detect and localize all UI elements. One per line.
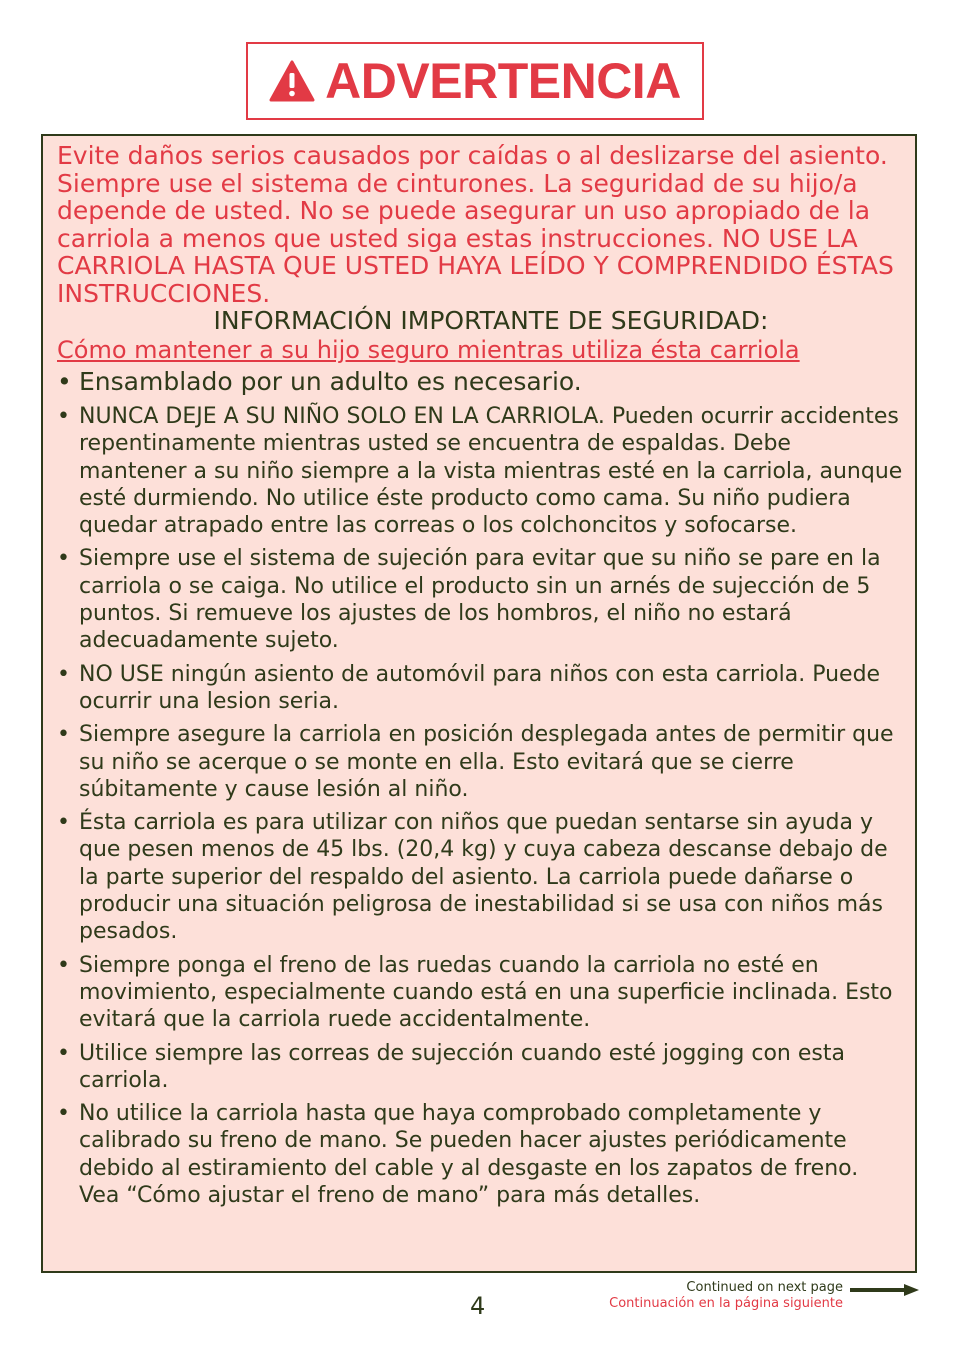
item-text: ningún asiento de automóvil para niños con esta carriola. Puede ocurrir una lesion seria. (79, 661, 881, 714)
item-text: Pueden ocurrir accidentes repentinamente mientras usted se encuentra de espaldas. Debe mantener a su niño siempre a la vista mientras esté en la carriola, aunque esté durmiendo. No utilice éste producto como cama. Su niño pudiera quedar atrapado entre las correas o los colchoncitos y sofocarse. (79, 404, 903, 539)
continued-note (609, 1280, 843, 1312)
warning-panel (41, 134, 917, 1273)
list-item (57, 809, 905, 945)
how-to-heading: Cómo mantener a su hijo seguro mientras utiliza ésta carriola (57, 336, 800, 364)
item-text: Utilice siempre las correas de sujección cuando esté jogging con esta carriola. (79, 1040, 845, 1093)
bullet: • (57, 952, 70, 978)
warning-intro: Evite daños serios causados por caídas o al deslizarse del asiento. Siempre use el sistema de cinturones. La seguridad de su hijo/a depende de usted. No se puede asegurar un uso apropiado de la carriola a menos que usted siga estas instrucciones. NO USE LA CARRIOLA HASTA QUE USTED HAYA LEÍDO Y COMPRENDIDO ÉSTAS INSTRUCCIONES. (57, 141, 894, 308)
item-lead: Siempre use el sistema de sujeción para evitar que su niño se pare en la carriola o se caiga. (79, 546, 881, 599)
list-item (57, 952, 905, 1034)
item-text: La carriola puede dañarse o producir una situación peligrosa de inestabilidad si se usa con niños más pesados. (79, 864, 883, 945)
page-number: 4 (470, 1292, 486, 1320)
arrow-right-icon (850, 1283, 920, 1297)
warning-header (246, 42, 704, 120)
safety-list (57, 367, 905, 1209)
bullet: • (57, 722, 70, 748)
bullet: • (57, 404, 70, 429)
list-item (57, 1040, 905, 1095)
item-text: Esto evitará que se cierre súbitamente y cause lesión al niño. (79, 749, 794, 802)
item-lead: Ésta carriola es para utilizar con niños que puedan sentarse sin ayuda y que pesen menos de 45 lbs. (20,4 kg) y cuya cabeza descanse debajo de la parte superior del respaldo del asiento. (79, 810, 888, 890)
list-item (57, 367, 905, 397)
item-text: No utilice la carriola hasta que haya comprobado completamente y calibrado su freno de mano. Se pueden hacer ajustes periódicamente debido al estiramiento del cable y al desgaste en los zapatos de freno. Vea “Cómo ajustar el freno de mano” para más detalles. (79, 1101, 859, 1209)
item-lead: NO USE (79, 661, 164, 687)
bullet: • (57, 1040, 70, 1066)
safety-subtitle: INFORMACIÓN IMPORTANTE DE SEGURIDAD: (213, 306, 769, 335)
item-lead: NUNCA DEJE A SU NIÑO SOLO EN LA CARRIOLA. (79, 404, 605, 429)
item-text: Esto evitará que la carriola ruede accidentalmente. (79, 979, 893, 1033)
item-lead: Siempre asegure la carriola en posición desplegada antes de permitir que su niño se acerque o se monte en ella. (79, 722, 894, 775)
continued-spanish: Continuación en la página siguiente (609, 1296, 843, 1311)
bullet: • (57, 810, 70, 836)
warning-triangle-icon (269, 60, 315, 102)
bullet: • (57, 1101, 70, 1127)
item-lead: Siempre ponga el freno de las ruedas cuando la carriola no esté en movimiento, especialmente cuando está en una superficie inclinada. (79, 952, 839, 1005)
bullet: • (57, 367, 72, 396)
list-item (57, 661, 905, 716)
continued-english: Continued on next page (686, 1280, 843, 1295)
bullet: • (57, 661, 70, 687)
warning-title: ADVERTENCIA (325, 53, 681, 109)
list-item (57, 1100, 905, 1209)
bullet: • (57, 546, 70, 572)
list-item (57, 545, 905, 654)
item-lead: Ensamblado por un adulto es necesario. (79, 367, 582, 396)
list-item (57, 403, 905, 539)
item-text: No utilice el producto sin un arnés de sujección de 5 puntos. Si remueve los ajustes de los hombros, el niño no estará adecuadamente sujeto. (79, 573, 871, 654)
list-item (57, 721, 905, 803)
